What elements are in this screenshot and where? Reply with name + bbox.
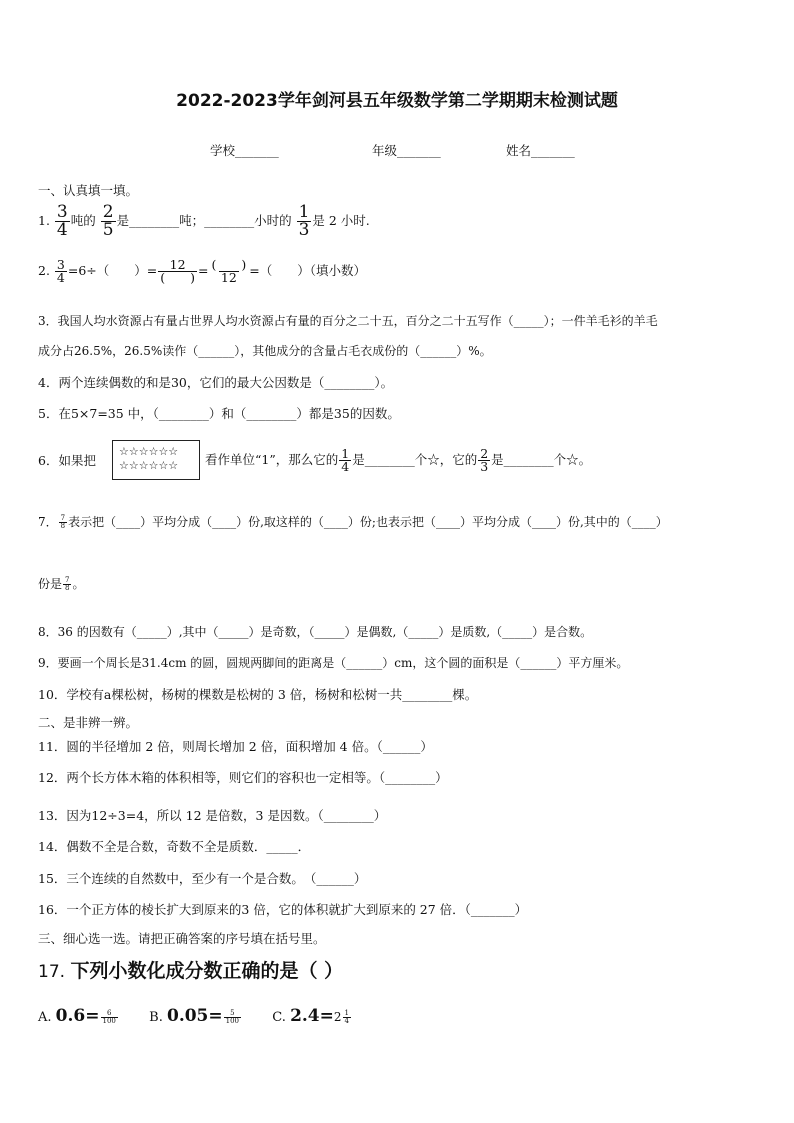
- option-c-value: 2.4=: [290, 1006, 334, 1026]
- option-a-label: A.: [38, 1010, 52, 1025]
- q1-text-2: 是________吨；________小时的: [116, 213, 292, 228]
- option-b-value: 0.05=: [166, 1006, 223, 1026]
- q1-number: 1.: [38, 213, 50, 228]
- option-b-num: 5: [230, 1009, 235, 1017]
- question-5: 5．在5×7=35 中，（________）和（________）都是35的因数。: [38, 406, 400, 421]
- section-3-heading: 三、细心选一选。请把正确答案的序号填在括号里。: [38, 931, 326, 946]
- question-17: [38, 956, 343, 983]
- star-row-2: ☆☆☆☆☆☆: [119, 459, 179, 472]
- q17-text: 下列小数化成分数正确的是（ ）: [70, 960, 344, 982]
- question-4: 4．两个连续偶数的和是30，它们的最大公因数是（________）。: [38, 375, 394, 390]
- question-3-line-1: 3．我国人均水资源占有量占世界人均水资源占有量的百分之二十五，百分之二十五写作（_____）；一件羊毛衫的羊毛: [38, 314, 658, 328]
- q2-f2-den: ( ): [160, 270, 196, 285]
- option-c-den: 4: [344, 1017, 349, 1025]
- question-1: [38, 204, 370, 239]
- q1-fraction-b: [101, 204, 116, 239]
- q1-b-num: 2: [102, 202, 114, 222]
- option-c-fraction: [343, 1010, 351, 1025]
- option-c-label: C.: [272, 1010, 286, 1025]
- q1-fraction-c: [297, 204, 312, 239]
- question-3-line-2: 成分占26.5%，26.5%读作（______），其他成分的含量占毛衣成份的（______）%。: [38, 344, 492, 358]
- q6-f1-num: 1: [341, 445, 350, 461]
- q2-f1-num: 3: [56, 256, 65, 272]
- q7-text-3: 。: [72, 577, 85, 591]
- option-a-fraction: [101, 1010, 118, 1025]
- question-6-text: [205, 443, 591, 477]
- q6-text-1: 看作单位“1”，那么它的: [205, 452, 339, 467]
- q1-text-1: 吨的: [70, 213, 96, 228]
- option-b-fraction: [224, 1010, 241, 1025]
- q2-f3-den: 12: [220, 270, 237, 285]
- option-c-num: 1: [344, 1009, 349, 1017]
- q7-f2-den: 8: [65, 584, 70, 592]
- q7-f2-num: 7: [65, 576, 70, 584]
- q2-number: 2.: [38, 263, 50, 278]
- question-2: [38, 254, 366, 288]
- q7-fraction: [59, 515, 67, 530]
- section-1-heading: 一、认真填一填。: [38, 183, 139, 198]
- q2-text-2: =: [198, 263, 209, 278]
- question-11: 11．圆的半径增加 2 倍，则周长增加 2 倍，面积增加 4 倍。（______）: [38, 739, 433, 754]
- option-a-den: 100: [102, 1017, 116, 1025]
- q2-text-1: =6÷（ ）=: [67, 263, 158, 278]
- q6-f2-num: 2: [480, 445, 489, 461]
- question-10: 10．学校有a棵松树，杨树的棵数是松树的 3 倍，杨树和松树一共________棵。: [38, 687, 478, 702]
- option-a-num: 6: [106, 1009, 112, 1017]
- star-row-1: ☆☆☆☆☆☆: [119, 445, 179, 458]
- q6-fraction-1: [339, 445, 351, 474]
- question-16: 16．一个正方体的棱长扩大到原来的3 倍，它的体积就扩大到原来的 27 倍．（_______）: [38, 902, 528, 917]
- question-12: 12．两个长方体木箱的体积相等，则它们的容积也一定相等。（________）: [38, 770, 448, 785]
- q6-f2-den: 3: [480, 459, 489, 474]
- option-c-whole: 2: [333, 1010, 342, 1024]
- q6-text-2: 是________个☆，它的: [352, 452, 478, 467]
- q6-fraction-2: [478, 445, 490, 474]
- question-6-prefix: 6．如果把: [38, 453, 96, 468]
- option-b-den: 100: [225, 1017, 240, 1025]
- q1-fraction-a: [55, 204, 70, 239]
- q6-f1-den: 4: [341, 459, 350, 474]
- option-a-value: 0.6=: [55, 1006, 100, 1026]
- q7-number: 7．: [38, 515, 58, 529]
- q2-fraction-3: [210, 256, 249, 285]
- q1-c-num: 1: [298, 202, 310, 222]
- q1-a-den: 4: [56, 220, 68, 240]
- school-field: 学校_______: [210, 143, 279, 158]
- q2-f1-den: 4: [56, 270, 65, 285]
- q7-f-den: 8: [60, 522, 66, 530]
- q17-number: 17.: [38, 962, 66, 982]
- q2-f2-num: 12: [169, 256, 186, 272]
- q7-fraction-2: [63, 577, 71, 592]
- q7-text-2: 份是: [38, 577, 63, 591]
- option-b-label: B.: [149, 1010, 163, 1025]
- q7-f-num: 7: [60, 514, 66, 522]
- grade-field: 年级_______: [372, 143, 441, 158]
- page-title: 2022-2023学年剑河县五年级数学第二学期期末检测试题: [176, 91, 618, 111]
- q7-text-1: 表示把（____）平均分成（____）份,取这样的（____）份;也表示把（____）平均分成（____）份,其中的（____）: [68, 515, 668, 529]
- q2-text-3: =（ ）（填小数）: [249, 263, 366, 278]
- question-7-continued: [38, 576, 85, 592]
- section-2-heading: 二、是非辨一辨。: [38, 715, 139, 730]
- q2-f3-num: ( ): [211, 256, 247, 272]
- question-14: 14．偶数不全是合数，奇数不全是质数．_____．: [38, 839, 311, 854]
- q6-text-3: 是________个☆。: [491, 452, 592, 467]
- star-box: [112, 440, 200, 480]
- question-7: [38, 514, 668, 530]
- question-13: 13．因为12÷3=4，所以 12 是倍数，3 是因数。（________）: [38, 808, 387, 823]
- name-field: 姓名_______: [506, 143, 575, 158]
- question-8: 8．36 的因数有（_____）,其中（_____）是奇数，（_____）是偶数,（_____）是质数,（_____）是合数。: [38, 625, 593, 639]
- q2-fraction-1: [55, 256, 67, 285]
- question-15: 15．三个连续的自然数中，至少有一个是合数。 （______）: [38, 871, 367, 886]
- q1-a-num: 3: [56, 202, 68, 222]
- question-9: 9．要画一个周长是31.4cm 的圆，圆规两脚间的距离是（______）cm，这个圆的面积是（______）平方厘米。: [38, 656, 629, 670]
- q1-b-den: 5: [102, 220, 114, 240]
- q1-c-den: 3: [298, 220, 310, 240]
- options-row: [38, 1006, 352, 1026]
- q1-text-3: 是 2 小时.: [312, 213, 370, 228]
- q2-fraction-2: [158, 256, 197, 285]
